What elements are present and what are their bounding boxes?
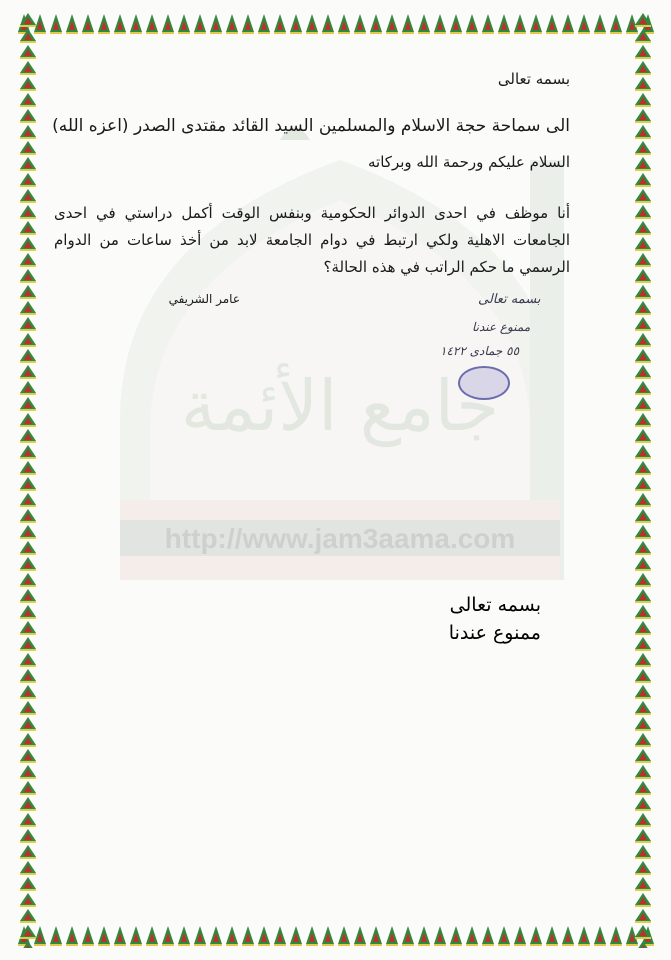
answer-ruling: ممنوع عندنا [448, 622, 541, 644]
watermark-logo-text: جامع الأئمة [180, 365, 500, 447]
letter-question: أنا موظف في احدى الدوائر الحكومية وبنفس الوقت أكمل دراستي في احدى الجامعات الاهلية ولكي ارتبط في دوام الجامعة لابد من أخذ ساعات من الدوام الرسمي ما حكم الراتب في هذه الحالة؟ [54, 204, 570, 276]
decorative-border-right [631, 12, 655, 948]
decorative-border-left [16, 12, 40, 948]
letter-body [52, 0, 570, 960]
sender-name: عامر الشريفي [168, 292, 240, 306]
handwritten-ruling: ممنوع عندنا [472, 320, 531, 334]
answer-bismillah: بسمه تعالى [449, 594, 541, 616]
watermark-url: http://www.jam3aama.com [164, 523, 516, 554]
handwritten-date: ٥٥ جمادى ١٤٢٢ [440, 344, 520, 358]
handwritten-bismillah: بسمه تعالى [478, 292, 541, 307]
letter-bismillah: بسمه تعالى [497, 70, 570, 88]
letter-addressee: الى سماحة حجة الاسلام والمسلمين السيد القائد مقتدى الصدر (اعزه الله) [52, 116, 570, 136]
letter-greeting: السلام عليكم ورحمة الله وبركاته [368, 153, 570, 171]
official-seal [458, 366, 510, 400]
